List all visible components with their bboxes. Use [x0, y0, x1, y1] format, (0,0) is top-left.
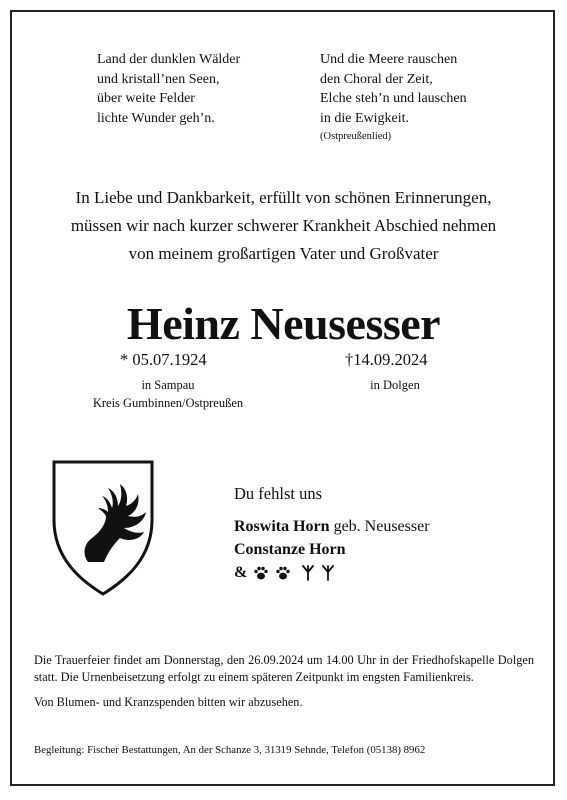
poem-right-stanza — [320, 50, 467, 128]
poem-left-stanza — [97, 50, 240, 128]
intro-text — [0, 184, 567, 268]
birth-date: * 05.07.1924 — [120, 350, 207, 369]
intro-line: von meinem großartigen Vater und Großvater — [128, 244, 439, 263]
pets-prefix: & — [234, 564, 248, 581]
bird-track-icon — [301, 565, 315, 581]
bird-track-icon — [321, 565, 335, 581]
mourner-name: Roswita Horn — [234, 518, 330, 535]
mourner-row — [234, 515, 430, 538]
poem-line: den Choral der Zeit, — [320, 71, 433, 87]
funeral-notice — [34, 652, 534, 711]
mourner-name: Constanze Horn — [234, 541, 346, 558]
mourner-suffix: geb. Neusesser — [329, 518, 430, 535]
elk-antler-shield-icon — [48, 458, 158, 598]
intro-line: In Liebe und Dankbarkeit, erfüllt von schönen Erinnerungen, — [75, 188, 492, 207]
poem-line: in die Ewigkeit. — [320, 110, 410, 126]
ceremony-text: Die Trauerfeier findet am Donnerstag, den 26.09.2024 um 14.00 Uhr in der Friedhofskapelle Dolgen statt. Die Urnenbeisetzung erfolgt zu einem späteren Zeitpunkt im engsten Familienkreis. — [34, 653, 534, 684]
pets-row — [234, 561, 430, 584]
paw-print-icon — [253, 565, 269, 581]
poem-source: (Ostpreußenlied) — [320, 131, 392, 142]
poem-line: lichte Wunder geh’n. — [97, 110, 215, 126]
intro-line: müssen wir nach kurzer schwerer Krankheit Abschied nehmen — [70, 216, 497, 235]
poem-line: Und die Meere rauschen — [320, 52, 458, 67]
birth-place-line: in Sampau — [141, 378, 195, 392]
death-place-line: in Dolgen — [370, 378, 420, 392]
poem-line: Elche steh’n und lauschen — [320, 91, 467, 106]
poem-line: über weite Felder — [97, 91, 195, 106]
birth-place — [68, 376, 268, 412]
mourner-row — [234, 538, 430, 561]
mourners-list — [234, 515, 430, 584]
flowers-text: Von Blumen- und Kranzspenden bitten wir abzusehen. — [34, 695, 303, 709]
poem-line: Land der dunklen Wälder — [97, 52, 241, 67]
death-date: †14.09.2024 — [345, 350, 428, 369]
deceased-name: Heinz Neusesser — [126, 298, 441, 349]
poem-line: und kristall’nen Seen, — [97, 71, 220, 87]
mourners-heading: Du fehlst uns — [234, 484, 322, 503]
paw-print-icon — [275, 565, 291, 581]
birth-place-line: Kreis Gumbinnen/Ostpreußen — [92, 396, 244, 410]
death-place — [325, 376, 465, 394]
funeral-home-footer: Begleitung: Fischer Bestattungen, An der Schanze 3, 31319 Sehnde, Telefon (05138) 8962 — [34, 744, 426, 756]
